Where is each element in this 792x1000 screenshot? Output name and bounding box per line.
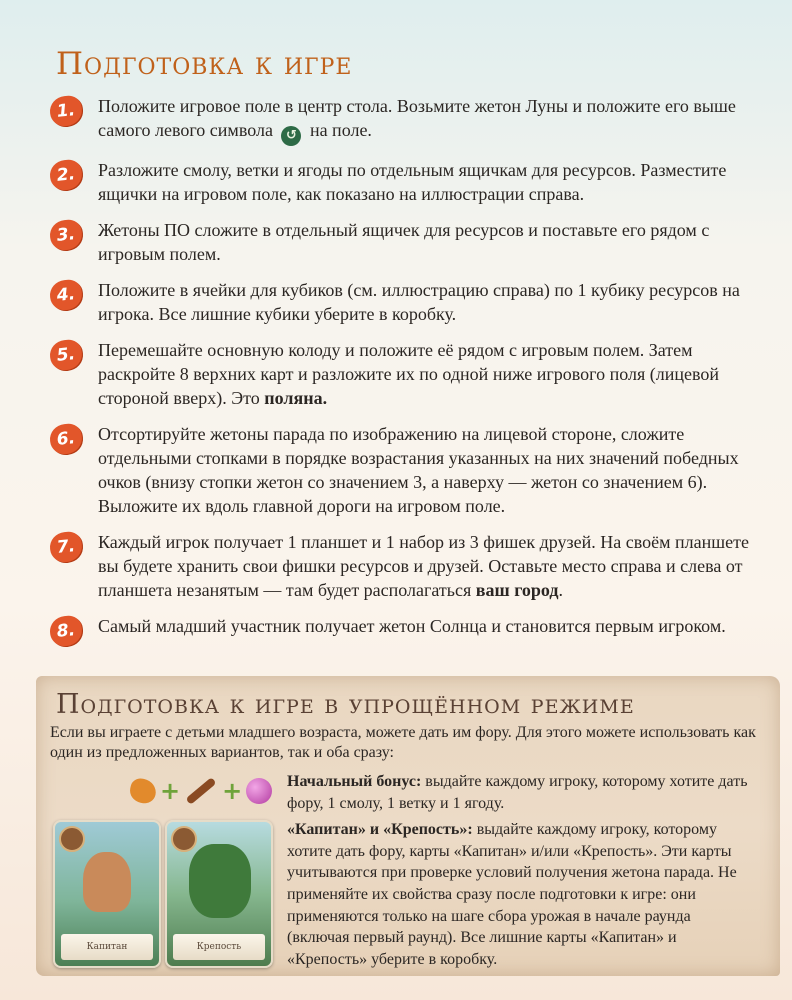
city-term: ваш город: [475, 580, 559, 600]
step-number-badge: 6.: [49, 422, 84, 455]
step-number-badge: 3.: [49, 218, 84, 251]
setup-step-3: [50, 218, 762, 266]
step-text: Отсортируйте жетоны парада по изображению на лицевой стороне, сложите отдельными стопками в порядке возрастания указанных на них значений победных очков (внизу стопки жетон со значением 3, а наверху — жетон со значением 6). Выложите их вдоль главной дороги на игровом поле.: [98, 424, 739, 516]
setup-step-6: [50, 422, 762, 518]
mouse-captain-icon: [83, 852, 131, 912]
twig-icon: [186, 777, 217, 805]
clearing-term: поляна.: [264, 388, 328, 408]
step-text: Жетоны ПО сложите в отдельный ящичек для ресурсов и поставьте его рядом с игровым полем.: [98, 220, 710, 264]
step-text: Каждый игрок получает 1 планшет и 1 набор из 3 фишек друзей. На своём планшете вы будете хранить свои фишки ресурсов и друзей. Оставьте место справа и слева от планшета незанятым — там будет располагаться ваш город.: [98, 532, 749, 600]
step-number-badge: 4.: [49, 278, 84, 311]
setup-steps: [50, 94, 762, 658]
setup-step-4: [50, 278, 762, 326]
setup-step-8: [50, 614, 762, 646]
simple-mode-title: Подготовка к игре в упрощённом режиме: [56, 689, 635, 720]
step-text: Перемешайте основную колоду и положите её рядом с игровым полем. Затем раскройте 8 верхних карт и разложите их по одной ниже игрового поля (лицевой стороной вверх). Это поляна.: [98, 340, 719, 408]
setup-step-2: [50, 158, 762, 206]
treehouse-icon: [189, 844, 251, 918]
setup-step-1: [50, 94, 762, 146]
setup-step-5: [50, 338, 762, 410]
card-title: Крепость: [173, 934, 265, 960]
setup-title: Подготовка к игре: [56, 46, 353, 82]
card-cost-icon: [171, 826, 197, 852]
step-text: Разложите смолу, ветки и ягоды по отдельным ящичкам для ресурсов. Разместите ящички на игровом поле, как показано на иллюстрации справа.: [98, 160, 727, 204]
step-text: Положите в ячейки для кубиков (см. иллюстрацию справа) по 1 кубику ресурсов на игрока. Все лишние кубики уберите в коробку.: [98, 280, 740, 324]
step-text: Самый младший участник получает жетон Солнца и становится первым игроком.: [98, 616, 726, 636]
step-number-badge: 8.: [49, 614, 84, 647]
moon-symbol-icon: ↺: [281, 126, 301, 146]
setup-step-7: [50, 530, 762, 602]
card-cost-icon: [59, 826, 85, 852]
captain-fortress-rule: «Капитан» и «Крепость»: выдайте каждому игроку, которому хотите дать фору, карты «Капитан» и/или «Крепость». Эти карты учитываются при проверке условий получения жетона парада. Не применяйте их свойства сразу после подготовки к игре: они применяются только на шаге сбора урожая в начале раунда (включая первый раунд). Все лишние карты «Капитан» и «Крепость» уберите в коробку.: [287, 821, 737, 968]
step-number-badge: 7.: [49, 530, 84, 563]
plus-sign: +: [160, 777, 181, 805]
starting-bonus-rule: Начальный бонус: выдайте каждому игроку, которому хотите дать фору, 1 смолу, 1 ветку и 1 ягоду.: [287, 773, 748, 812]
card-title: Капитан: [61, 934, 153, 960]
fortress-card: [165, 820, 273, 968]
step-number-badge: 1.: [49, 94, 84, 127]
berry-icon: [246, 778, 272, 804]
captain-card: [53, 820, 161, 968]
step-text: Положите игровое поле в центр стола. Возьмите жетон Луны и положите его выше самого левого символа ↺ на поле.: [98, 94, 762, 146]
bonus-resources: [130, 777, 272, 805]
simple-mode-rules: [287, 771, 757, 970]
plus-sign: +: [222, 777, 243, 805]
step-number-badge: 2.: [49, 158, 84, 191]
step-number-badge: 5.: [49, 338, 84, 371]
simple-mode-intro: Если вы играете с детьми младшего возраста, можете дать им фору. Для этого можете использовать как один из предложенных вариантов, так и оба сразу:: [50, 724, 756, 761]
resin-icon: [128, 777, 158, 806]
